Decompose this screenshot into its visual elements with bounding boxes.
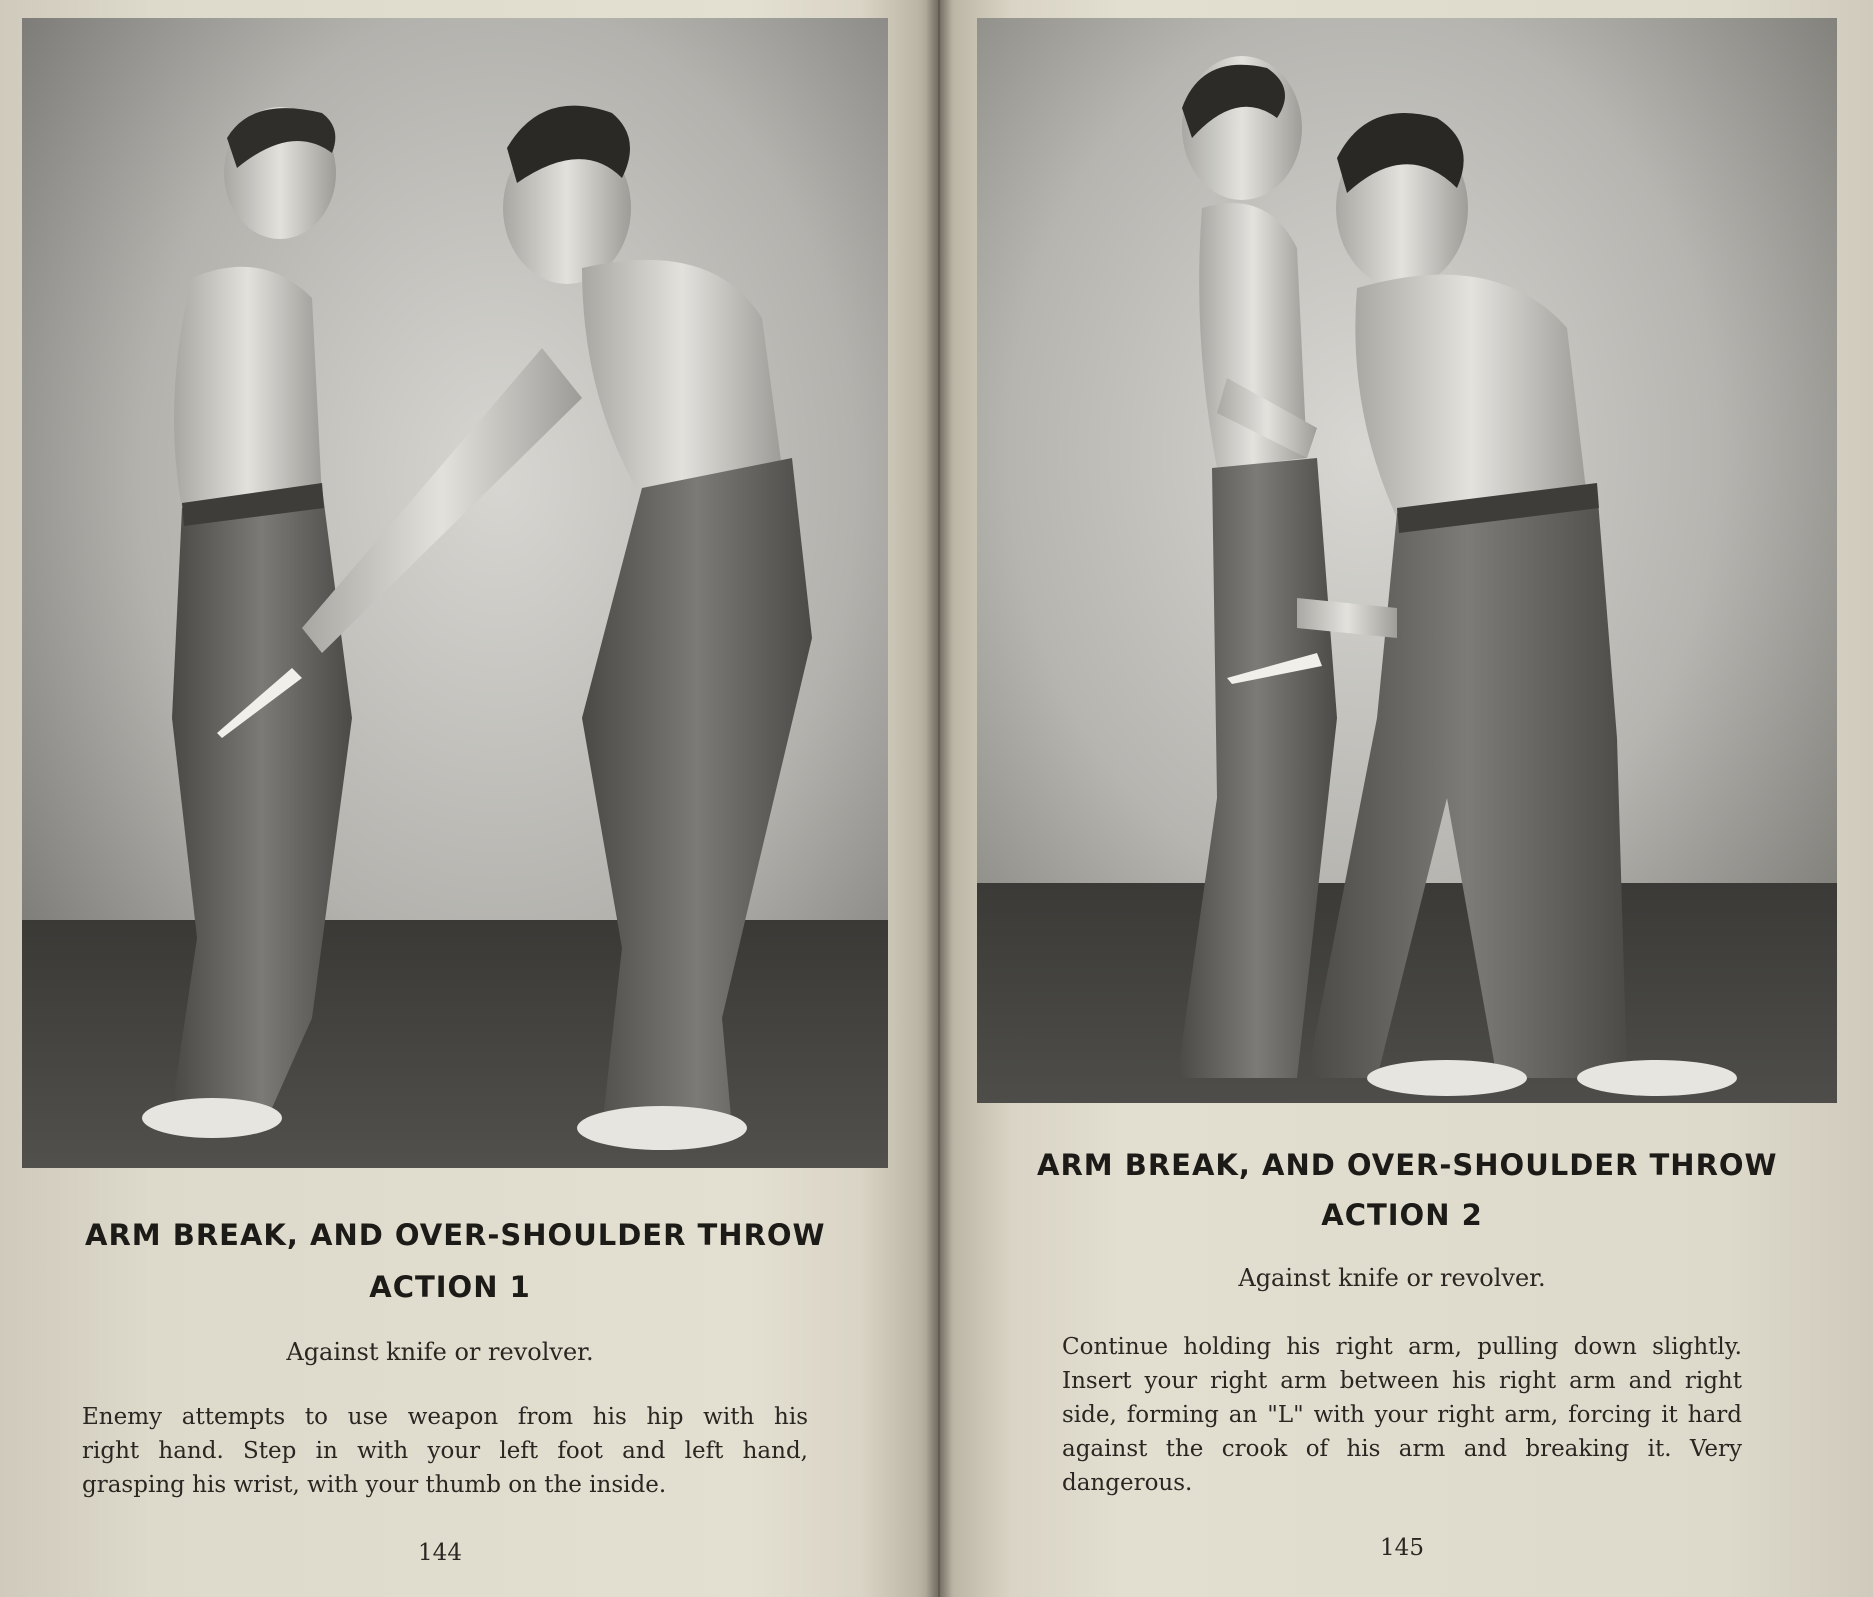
page-number: 145: [1380, 1535, 1424, 1561]
right-page: [952, 0, 1873, 1597]
body-paragraph: [82, 1400, 808, 1502]
photo-action-1: [22, 18, 888, 1168]
subtitle: Against knife or revolver.: [1238, 1264, 1546, 1292]
body-line: against the crook of his arm and breaking it. Very: [1062, 1436, 1742, 1462]
book-gutter: [926, 0, 952, 1597]
body-line: Insert your right arm between his right arm and right: [1062, 1368, 1742, 1394]
body-paragraph: [1062, 1330, 1742, 1500]
body-line: Enemy attempts to use weapon from his hip with his: [82, 1404, 808, 1430]
body-line: side, forming an "L" with your right arm, forcing it hard: [1062, 1402, 1742, 1428]
page-number: 144: [418, 1540, 462, 1566]
body-line: grasping his wrist, with your thumb on the inside.: [82, 1472, 667, 1498]
body-line: right hand. Step in with your left foot and left hand,: [82, 1438, 808, 1464]
action-label: ACTION 2: [1321, 1198, 1483, 1232]
action-label: ACTION 1: [369, 1270, 531, 1304]
photo-arm-break-action-1-icon: [22, 18, 888, 1168]
photo-arm-break-action-2-icon: [977, 18, 1837, 1103]
left-page: [0, 0, 926, 1597]
body-line: dangerous.: [1062, 1470, 1193, 1496]
photo-action-2: [977, 18, 1837, 1103]
page-title: ARM BREAK, AND OVER-SHOULDER THROW: [1037, 1148, 1778, 1182]
body-line: Continue holding his right arm, pulling down slightly.: [1062, 1334, 1742, 1360]
page-title: ARM BREAK, AND OVER-SHOULDER THROW: [85, 1218, 826, 1252]
subtitle: Against knife or revolver.: [286, 1338, 594, 1366]
